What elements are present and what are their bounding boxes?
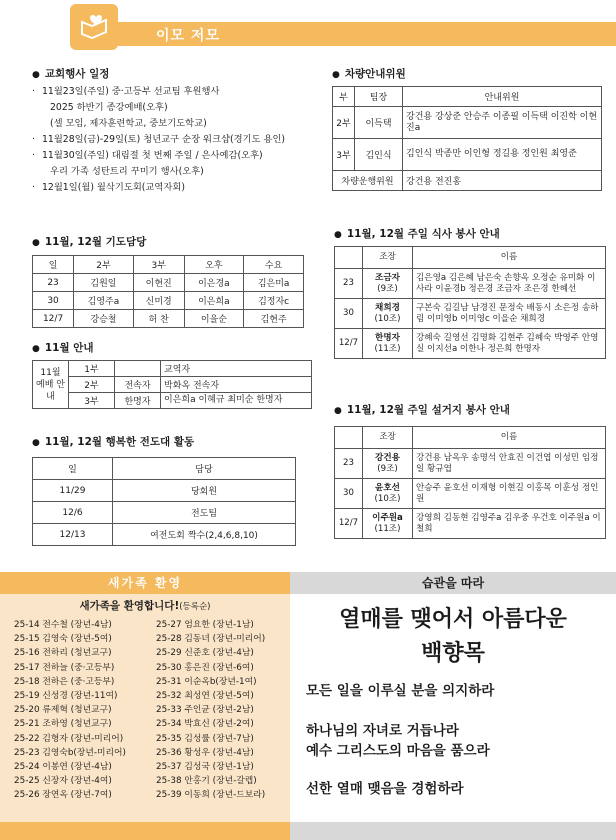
habit-line: 하나님의 자녀로 거듭나라 <box>306 723 459 739</box>
team-leader: 윤호선 <box>375 482 400 493</box>
table-header: 2부 <box>74 256 134 274</box>
list-item: 25-32 최성연 (장년-5여) <box>156 691 254 702</box>
table-cell: 12/6 <box>33 502 113 524</box>
table-cell: 23 <box>33 274 74 292</box>
team-number: (9조) <box>377 463 398 474</box>
heart-book-icon <box>78 12 110 42</box>
habit-panel <box>290 572 616 840</box>
table-header: 담당 <box>113 458 296 480</box>
table-row <box>333 171 602 191</box>
list-item: 25-14 전수철 (장년-4남) <box>14 620 112 630</box>
event-sub: 우리 가족 성탄트리 꾸미기 행사(오후) <box>50 166 204 177</box>
table-cell: 김정자c <box>244 292 304 310</box>
team-number: (11조) <box>374 523 401 534</box>
table-cell: 12/7 <box>335 509 363 539</box>
table-row <box>335 449 606 479</box>
table-row <box>33 292 304 310</box>
table-cell: 강건용 강상준 안승주 이종필 이득택 이진학 이현진a <box>403 107 602 139</box>
table-row <box>33 310 304 328</box>
page-title: 이모 저모 <box>156 28 220 44</box>
guide-title: ● 11월 안내 <box>32 340 94 355</box>
list-item: 25-15 김영숙 (장년-5여) <box>14 634 112 645</box>
table-cell: 구본숙 김길남 남경진 문정숙 배동시 소은정 송하림 이미영b 이미영c 이을순 채희경 <box>413 299 606 329</box>
table-cell: 이득택 <box>355 107 403 139</box>
table-cell: 2부 <box>333 107 355 139</box>
fruit-line: 백향목 <box>421 640 485 666</box>
table-cell: 1부 <box>69 361 115 377</box>
list-item: 25-31 이순옥b(장년-1여) <box>156 676 257 687</box>
welcome-title <box>0 598 290 613</box>
table-header: 수요 <box>244 256 304 274</box>
parking-table <box>332 86 602 191</box>
prayer-table <box>32 255 304 328</box>
table-cell: 신미경 <box>133 292 184 310</box>
table-cell: 강건용 남옥우 송명석 안효진 이건엽 이성민 임정일 황규엽 <box>413 449 606 479</box>
table-cell: 전속자 <box>115 377 161 393</box>
table-cell <box>115 361 161 377</box>
table-cell: 김영주a <box>74 292 134 310</box>
table-cell: 이은희a <box>184 292 244 310</box>
list-item: 25-25 신장자 (장년-4여) <box>14 776 112 787</box>
table-cell: 이은희a 이혜규 최미순 한명자 <box>161 393 312 409</box>
team-leader: 조금자 <box>375 272 400 283</box>
list-item: 25-38 안홍기 (장년-갈렙) <box>156 776 257 787</box>
team-leader: 채희경 <box>375 302 400 313</box>
table-row <box>333 107 602 139</box>
table-cell: 30 <box>335 479 363 509</box>
welcome-list-right <box>156 618 288 803</box>
dish-table <box>334 426 606 539</box>
table-row <box>33 480 296 502</box>
list-item: 25-30 홍은진 (장년-6여) <box>156 662 254 673</box>
list-item: 25-28 김동녀 (장년-미리어) <box>156 634 266 645</box>
team-leader: 한명자 <box>375 332 400 343</box>
list-item: 25-19 신성경 (장년-11여) <box>14 691 118 702</box>
meal-title: ● 11월, 12월 주일 식사 봉사 안내 <box>334 226 500 241</box>
welcome-title-text: 새가족을 환영합니다! <box>79 600 180 612</box>
list-item: 25-21 조하영 (청년교구) <box>14 719 112 730</box>
list-item: 25-26 장연옥 (장년-7여) <box>14 790 112 801</box>
welcome-footer-band <box>0 822 290 840</box>
table-row <box>335 509 606 539</box>
guide-group-label: 11월 예배 안내 <box>33 361 69 409</box>
event-item: · 11월28일(금)-29일(토) 청년교구 순장 워크샵(경기도 용인) <box>32 132 322 148</box>
team-cell <box>363 449 413 479</box>
table-row <box>33 361 312 377</box>
event-item: · 11월30일(주일) 대림절 첫 번째 주일 / 은사예감(오후) <box>32 148 322 164</box>
list-item: 25-22 김형자 (장년-미리어) <box>14 733 124 744</box>
table-cell: 이은경a <box>184 274 244 292</box>
page-header <box>0 0 616 60</box>
table-header: 일 <box>33 458 113 480</box>
table-header: 조장 <box>363 427 413 449</box>
table-header-row <box>335 247 606 269</box>
table-cell: 2부 <box>69 377 115 393</box>
table-header-row <box>33 458 296 480</box>
prayer-title: ● 11월, 12월 기도담당 <box>32 234 146 249</box>
bulletin-logo <box>70 4 118 50</box>
list-item: 25-16 전하리 (청년교구) <box>14 648 112 659</box>
table-cell: 이을순 <box>184 310 244 328</box>
list-item: 25-34 박효신 (장년-2여) <box>156 719 254 730</box>
table-cell: 강승철 <box>74 310 134 328</box>
table-header: 이름 <box>413 427 606 449</box>
habit-line: 모든 일을 이루실 분을 의지하라 <box>306 683 495 699</box>
table-row <box>33 274 304 292</box>
habit-header: 습관을 따라 <box>290 572 616 594</box>
table-header: 팀장 <box>355 87 403 107</box>
table-header-row <box>333 87 602 107</box>
event-sub: (셀 모임, 제자훈련학교, 중보기도학교) <box>50 118 207 129</box>
list-item: 25-33 주인균 (장년-2남) <box>156 705 254 716</box>
table-cell: 30 <box>33 292 74 310</box>
list-item: 25-35 김성률 (장년-7남) <box>156 733 254 744</box>
events-title: ● 교회행사 일정 <box>32 66 109 81</box>
list-item: 25-37 김성국 (장년-1남) <box>156 762 254 773</box>
welcome-list-left <box>14 618 154 803</box>
table-row <box>335 329 606 359</box>
table-header: 조장 <box>363 247 413 269</box>
table-cell: 안승주 윤호선 이재형 이현길 이홍목 이훈성 정인원 <box>413 479 606 509</box>
table-cell: 당회원 <box>113 480 296 502</box>
table-cell: 김현주 <box>244 310 304 328</box>
list-item: 25-39 이동희 (장년-드보라) <box>156 790 266 801</box>
team-number: (10조) <box>374 493 401 504</box>
table-cell: 23 <box>335 269 363 299</box>
table-cell: 한명자 <box>115 393 161 409</box>
table-cell: 김은영a 김은혜 남은숙 손향옥 오정순 유미화 이사라 이윤경b 정은경 조금자 조은경 한혜선 <box>413 269 606 299</box>
table-row <box>33 524 296 546</box>
team-leader: 강건용 <box>375 452 400 463</box>
table-cell: 허 찬 <box>133 310 184 328</box>
table-row <box>333 139 602 171</box>
habit-line: 예수 그리스도의 마음을 품으라 <box>306 743 490 759</box>
table-row <box>33 377 312 393</box>
table-cell: 3부 <box>333 139 355 171</box>
list-item: 25-20 류제혁 (청년교구) <box>14 705 112 716</box>
team-cell <box>363 269 413 299</box>
table-cell: 여전도회 짝수(2,4,6,8,10) <box>113 524 296 546</box>
table-cell: 12/7 <box>33 310 74 328</box>
table-cell: 김원일 <box>74 274 134 292</box>
welcome-header: 새가족 환영 <box>0 572 290 594</box>
list-item: 25-24 이봉연 (장년-4남) <box>14 762 112 773</box>
evangelism-title: ● 11월, 12월 행복한 전도대 활동 <box>32 434 194 449</box>
table-cell: 차량운행위원 <box>333 171 403 191</box>
event-item: · 12월1일(월) 월삭기도회(교역자회) <box>32 180 322 196</box>
table-cell: 12/13 <box>33 524 113 546</box>
table-header <box>335 247 363 269</box>
table-cell: 강혜숙 길영선 김명화 김현주 김혜숙 박영주 안영실 이지선a 이한나 정은희 한명자 <box>413 329 606 359</box>
list-item: 25-29 신준호 (장년-4남) <box>156 648 254 659</box>
table-row <box>33 393 312 409</box>
dish-title: ● 11월, 12월 주일 설거지 봉사 안내 <box>334 402 510 417</box>
table-cell: 김은미a <box>244 274 304 292</box>
list-item: 25-18 전하은 (중·고등부) <box>14 676 115 687</box>
list-item: 25-23 김영숙b(장년-미리어) <box>14 747 126 758</box>
list-item: 25-36 황성우 (장년-4남) <box>156 747 254 758</box>
table-cell: 11/29 <box>33 480 113 502</box>
team-cell <box>363 509 413 539</box>
team-cell <box>363 329 413 359</box>
table-cell: 전도팀 <box>113 502 296 524</box>
guide-table <box>32 360 312 409</box>
event-sub: 2025 하반기 종강예배(오후) <box>50 102 168 113</box>
welcome-panel <box>0 572 290 840</box>
table-header-row <box>33 256 304 274</box>
events-list <box>32 84 322 196</box>
table-row <box>335 269 606 299</box>
table-cell: 이현진 <box>133 274 184 292</box>
table-cell: 김인식 <box>355 139 403 171</box>
fruit-line: 열매를 맺어서 아름다운 <box>339 606 567 632</box>
table-header: 안내위원 <box>403 87 602 107</box>
team-cell <box>363 299 413 329</box>
habit-line: 선한 열매 맺음을 경험하라 <box>306 781 464 797</box>
habit-footer-band <box>290 822 616 840</box>
table-cell: 3부 <box>69 393 115 409</box>
evangelism-table <box>32 457 296 546</box>
table-cell: 교역자 <box>161 361 312 377</box>
habit-fruit-title <box>290 602 616 670</box>
table-cell: 23 <box>335 449 363 479</box>
list-item: 25-17 전하늘 (중·고등부) <box>14 662 115 673</box>
parking-title: ● 차량안내위원 <box>332 66 406 81</box>
team-number: (9조) <box>377 283 398 294</box>
table-row <box>335 479 606 509</box>
table-cell: 김인식 박종만 이인형 정길용 정인원 최영준 <box>403 139 602 171</box>
table-cell: 강영희 김동현 김영주a 김우중 우건호 이주원a 이철희 <box>413 509 606 539</box>
table-header: 부 <box>333 87 355 107</box>
list-item: 25-27 엄요한 (장년-1남) <box>156 620 254 630</box>
table-header: 이름 <box>413 247 606 269</box>
team-cell <box>363 479 413 509</box>
table-header <box>335 427 363 449</box>
table-header: 3부 <box>133 256 184 274</box>
table-header: 일 <box>33 256 74 274</box>
table-row <box>335 299 606 329</box>
table-cell: 박화옥 전속자 <box>161 377 312 393</box>
table-cell: 30 <box>335 299 363 329</box>
event-item: · 11월23일(주일) 중·고등부 선교팀 후원행사 <box>32 84 322 100</box>
team-leader: 이주원a <box>372 512 403 523</box>
welcome-title-note: (등록순) <box>179 602 211 612</box>
team-number: (11조) <box>374 343 401 354</box>
team-number: (10조) <box>374 313 401 324</box>
table-header: 오후 <box>184 256 244 274</box>
meal-table <box>334 246 606 359</box>
table-header-row <box>335 427 606 449</box>
table-cell: 강건용 전진홍 <box>403 171 602 191</box>
table-row <box>33 502 296 524</box>
table-cell: 12/7 <box>335 329 363 359</box>
